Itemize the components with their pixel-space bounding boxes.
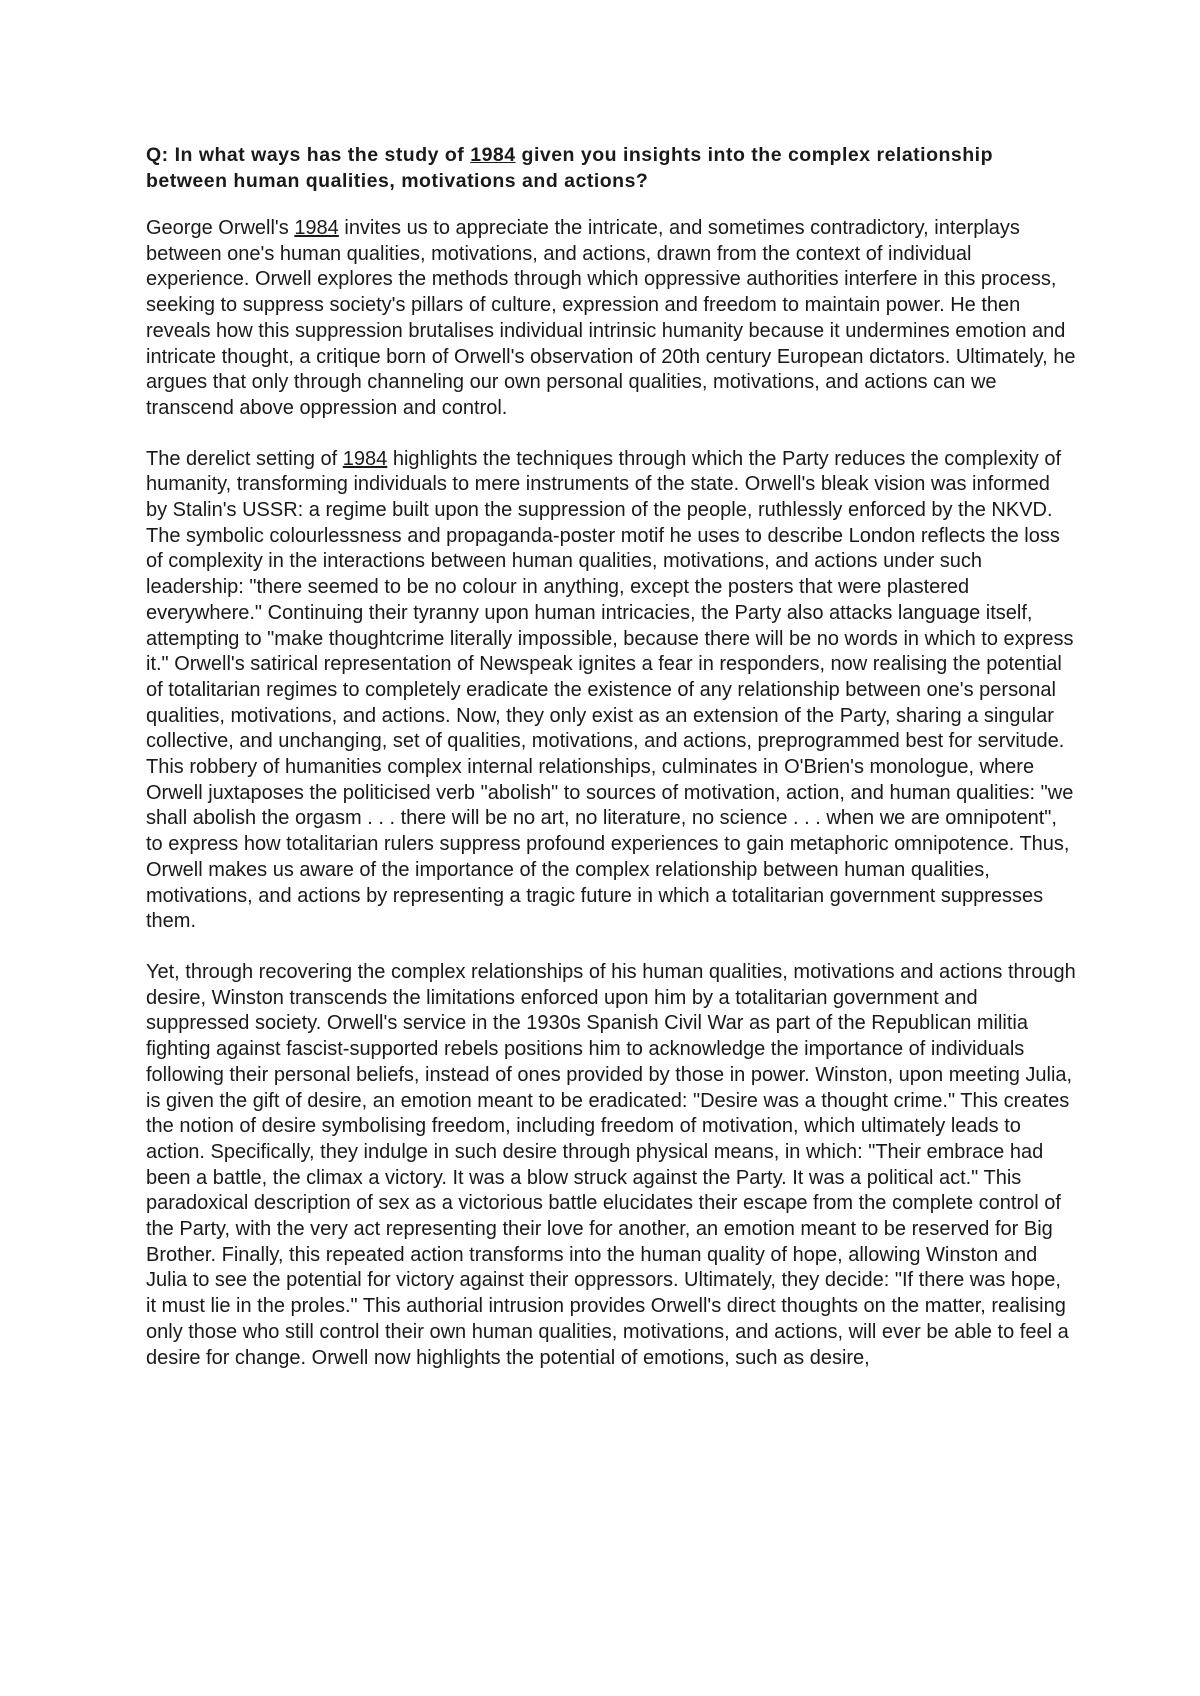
book-title: 1984 xyxy=(294,217,339,239)
paragraph-text: Yet, through recovering the complex relationships of his human qualities, motivations and actions through desire, Winston transcends the limitations enforced upon him by a totalitarian government and suppressed society. Orwell's service in the 1930s Spanish Civil War as part of the Republican militia fighting against fascist-supported rebels positions him to acknowledge the importance of individuals following their personal beliefs, instead of ones provided by those in power. Winston, upon meeting Julia, is given the gift of desire, an emotion meant to be eradicated: "Desire was a thought crime." This creates the notion of desire symbolising freedom, including freedom of motivation, which ultimately leads to action. Specifically, they indulge in such desire through physical means, in which: "Their embrace had been a battle, the climax a victory. It was a blow struck against the Party. It was a political act." This paradoxical description of sex as a victorious battle elucidates their escape from the complete control of the Party, with the very act representing their love for another, an emotion meant to be reserved for Big Brother. Finally, this repeated action transforms into the human quality of hope, allowing Winston and Julia to see the potential for victory against their oppressors. Ultimately, they decide: "If there was hope, it must lie in the proles." This authorial intrusion provides Orwell's direct thoughts on the matter, realising only those who still control their own human qualities, motivations, and actions, will ever be able to feel a desire for change. Orwell now highlights the potential of emotions, such as desire, xyxy=(146,960,1076,1369)
paragraph-text: highlights the techniques through which the Party reduces the complexity of humanity, transforming individuals to mere instruments of the state. Orwell's bleak vision was informed by Stalin's USSR: a regime built upon the suppression of the people, ruthlessly enforced by the NKVD. The symbolic colourlessness and propaganda-poster motif he uses to describe London reflects the loss of complexity in the interactions between human qualities, motivations, and actions under such leadership: "there seemed to be no colour in anything, except the posters that were plastered everywhere." Continuing their tyranny upon human intricacies, the Party also attacks language itself, attempting to "make thoughtcrime literally impossible, because there will be no words in which to express it." Orwell's satirical representation of Newspeak ignites a fear in responders, now realising the potential of totalitarian regimes to completely eradicate the existence of any relationship between one's personal qualities, motivations, and actions. Now, they only exist as an extension of the Party, sharing a singular collective, and unchanging, set of qualities, motivations, and actions, preprogrammed best for servitude. This robbery of humanities complex internal relationships, culminates in O'Brien's monologue, where Orwell juxtaposes the politicised verb "abolish" to sources of motivation, action, and human qualities: "we shall abolish the orgasm . . . there will be no art, no literature, no science . . . when we are omnipotent", to express how totalitarian rulers suppress profound experiences to gain metaphoric omnipotence. Thus, Orwell makes us aware of the importance of the complex relationship between human qualities, motivations, and actions by representing a tragic future in which a totalitarian government suppresses them. xyxy=(146,447,1074,933)
question-prefix: Q: In what ways has the study of xyxy=(146,144,471,166)
paragraph-text: George Orwell's xyxy=(146,217,295,239)
question-book-title: 1984 xyxy=(470,144,516,166)
essay-question xyxy=(146,142,1076,194)
question-suffix: given you insights into the complex relationship between human qualities, motivations and actions? xyxy=(146,144,993,192)
paragraph-text: invites us to appreciate the intricate, and sometimes contradictory, interplays between one's human qualities, motivations, and actions, drawn from the context of individual experience. Orwell explores the methods through which oppressive authorities interfere in this process, seeking to suppress society's pillars of culture, expression and freedom to maintain power. He then reveals how this suppression brutalises individual intrinsic humanity because it undermines emotion and intricate thought, a critique born of Orwell's observation of 20th century European dictators. Ultimately, he argues that only through channeling our own personal qualities, motivations, and actions can we transcend above oppression and control. xyxy=(146,217,1076,419)
paragraph-introduction xyxy=(146,216,1076,422)
paragraph-text: The derelict setting of xyxy=(146,447,343,470)
paragraph-body-1 xyxy=(146,447,1076,935)
book-title: 1984 xyxy=(342,447,388,470)
paragraph-body-2 xyxy=(146,960,1076,1371)
document-page xyxy=(146,142,1076,1396)
